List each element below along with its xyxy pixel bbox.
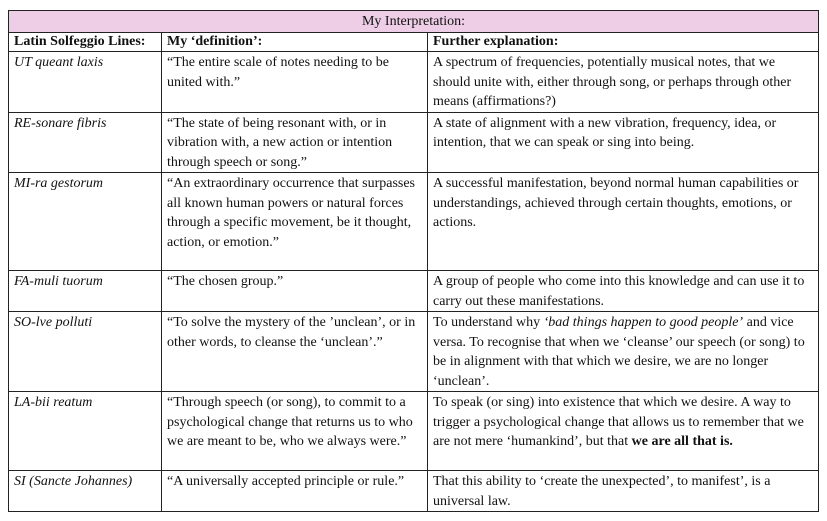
header-latin: Latin Solfeggio Lines:: [9, 33, 162, 52]
latin-line: SI (Sancte Johannes): [9, 471, 162, 512]
explanation-emphasis: ‘bad things happen to good people’: [543, 315, 744, 330]
definition-cell: “A universally accepted principle or rule.”: [162, 471, 428, 512]
explanation-bold: we are all that is.: [631, 434, 733, 449]
header-explanation: Further explanation:: [428, 33, 819, 52]
explanation-cell: [428, 392, 819, 471]
table-header-row: [9, 33, 819, 52]
explanation-text: and vice versa. To recognise that when we ‘cleanse’ our speech (or song) to be in alignment with that which we desire, we are no longer ‘unclean’.: [433, 315, 805, 389]
table-row: [9, 271, 819, 312]
definition-cell: “The state of being resonant with, or in vibration with, a new action or intention through speech or song.”: [162, 112, 428, 173]
definition-cell: “Through speech (or song), to commit to a psychological change that returns us to who we are meant to be, who we always were.”: [162, 392, 428, 471]
explanation-cell: A group of people who come into this knowledge and can use it to carry out these manifestations.: [428, 271, 819, 312]
table-row: [9, 173, 819, 271]
definition-cell: “The chosen group.”: [162, 271, 428, 312]
table-row: [9, 392, 819, 471]
explanation-text: To understand why: [433, 315, 544, 330]
latin-line: LA-bii reatum: [9, 392, 162, 471]
latin-line: UT queant laxis: [9, 52, 162, 113]
table-row: [9, 112, 819, 173]
table-title: My Interpretation:: [9, 11, 819, 33]
explanation-cell: [428, 312, 819, 392]
latin-line: MI-ra gestorum: [9, 173, 162, 271]
table-title-row: [9, 11, 819, 33]
explanation-cell: That this ability to ‘create the unexpected’, to manifest’, is a universal law.: [428, 471, 819, 512]
latin-line: FA-muli tuorum: [9, 271, 162, 312]
interpretation-table: [8, 10, 819, 512]
definition-cell: “An extraordinary occurrence that surpasses all known human powers or natural forces through a specific movement, be it thought, action, or emotion.”: [162, 173, 428, 271]
latin-line: RE-sonare fibris: [9, 112, 162, 173]
table-row: [9, 52, 819, 113]
explanation-text: To speak (or sing) into existence that which we desire. A way to trigger a psychological change that allows us to remember that we are not mere ‘humankind’, but that: [433, 395, 804, 449]
header-definition: My ‘definition’:: [162, 33, 428, 52]
explanation-cell: A successful manifestation, beyond normal human capabilities or understandings, achieved through certain thoughts, emotions, or actions.: [428, 173, 819, 271]
explanation-cell: A state of alignment with a new vibration, frequency, idea, or intention, that we can speak or sing into being.: [428, 112, 819, 173]
definition-cell: “The entire scale of notes needing to be united with.”: [162, 52, 428, 113]
table-row: [9, 471, 819, 512]
explanation-cell: A spectrum of frequencies, potentially musical notes, that we should unite with, either through song, or perhaps through other means (affirmations?): [428, 52, 819, 113]
table-row: [9, 312, 819, 392]
latin-line: SO-lve polluti: [9, 312, 162, 392]
definition-cell: “To solve the mystery of the ’unclean’, or in other words, to cleanse the ‘unclean’.”: [162, 312, 428, 392]
